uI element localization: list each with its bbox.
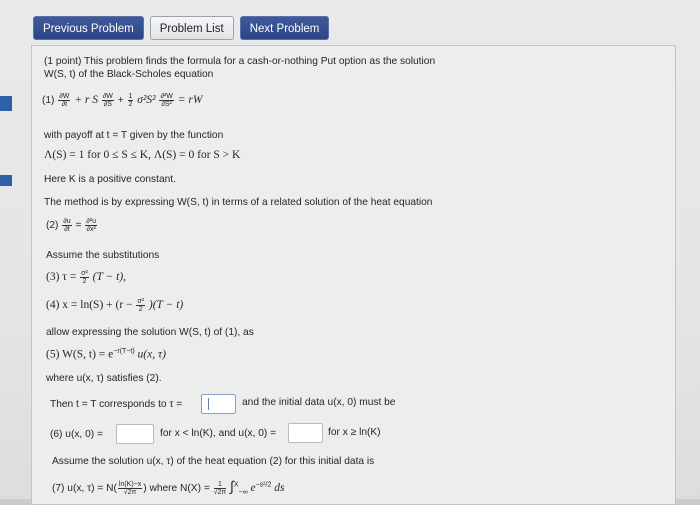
method-text: The method is by expressing W(S, t) in terms of a related solution of the heat equation bbox=[44, 197, 433, 208]
problem-panel bbox=[31, 45, 676, 505]
next-problem-button[interactable]: Next Problem bbox=[240, 16, 330, 40]
equation-6-middle: for x < ln(K), and u(x, 0) = bbox=[160, 428, 277, 439]
left-accent-bar-2 bbox=[0, 175, 12, 186]
equation-5: (5) W(S, $t) = e^{-r(T-t)}$ u(x, τ) bbox=[46, 348, 166, 361]
problem-list-button[interactable]: Problem List bbox=[150, 16, 234, 40]
allow-text: allow expressing the solution W(S, t) of (1), as bbox=[46, 327, 254, 338]
dw-ds-fraction: $\frac{\partial W}{\partial S}$ bbox=[102, 93, 113, 108]
previous-problem-button[interactable]: Previous Problem bbox=[33, 16, 144, 40]
then-text: Then t = T corresponds to τ = bbox=[50, 399, 183, 410]
equation-6-end: for x ≥ ln(K) bbox=[328, 427, 381, 438]
substitutions-text: Assume the substitutions bbox=[46, 250, 160, 261]
equation-3: (3) τ = $\frac{\text{σ²}}{2}$ (T − t), bbox=[46, 270, 127, 285]
payoff-text: with payoff at t = T given by the function bbox=[44, 130, 224, 141]
equation-7: (7) u(x, τ) = N( $\frac{\ln(K)-x}{√2\pi}$ ) where N(X) = $\frac{1}{√2\pi}$ ∫$^X_{-\infty}$ $e^{-s^2/2}$ ds bbox=[52, 478, 285, 497]
equation-1: (1) $\frac{\partial W}{\partial t}$ + r S $\frac{\partial W}{\partial S}$ + $\frac{1}{2}$ σ²S² $\frac{\text{∂²W}}{\text{∂S²}}$ = rW bbox=[42, 93, 203, 108]
equation-2: (2) $\frac{\partial u}{\partial t}$ = $\frac{\text{∂²u}}{\text{∂x²}}$ bbox=[46, 218, 96, 233]
left-accent-bar-1 bbox=[0, 96, 12, 111]
equation-4: (4) x = ln(S) + (r − $\frac{\text{σ²}}{2}$ )(T − t) bbox=[46, 298, 184, 313]
problem-navigation bbox=[33, 16, 329, 40]
problem-intro: (1 point) This problem finds the formula for a cash-or-nothing Put option as the solution bbox=[44, 56, 436, 67]
u0-right-input[interactable] bbox=[288, 423, 323, 443]
d2w-ds2-fraction: $\frac{\text{∂²W}}{\text{∂S²}}$ bbox=[160, 93, 173, 108]
dw-dt-fraction: $\frac{\partial W}{\partial t}$ bbox=[59, 93, 70, 108]
half-fraction: $\frac{1}{2}$ bbox=[128, 93, 133, 108]
assume-text: Assume the solution u(x, τ) of the heat equation (2) for this initial data is bbox=[52, 456, 375, 467]
initial-data-text: and the initial data u(x, 0) must be bbox=[242, 397, 396, 408]
text-caret bbox=[208, 398, 209, 410]
payoff-function: Λ(S) = 1 for 0 ≤ S ≤ K, Λ(S) = 0 for S > K bbox=[44, 149, 241, 161]
u0-left-input[interactable] bbox=[116, 424, 154, 444]
eq1-tag: (1) bbox=[42, 95, 55, 107]
where-text: where u(x, τ) satisfies (2). bbox=[46, 373, 162, 384]
problem-intro-2: W(S, t) of the Black-Scholes equation bbox=[44, 69, 214, 80]
equation-6-label: (6) u(x, 0) = bbox=[50, 429, 103, 440]
tau-input[interactable] bbox=[201, 394, 236, 414]
k-text: Here K is a positive constant. bbox=[44, 174, 176, 185]
